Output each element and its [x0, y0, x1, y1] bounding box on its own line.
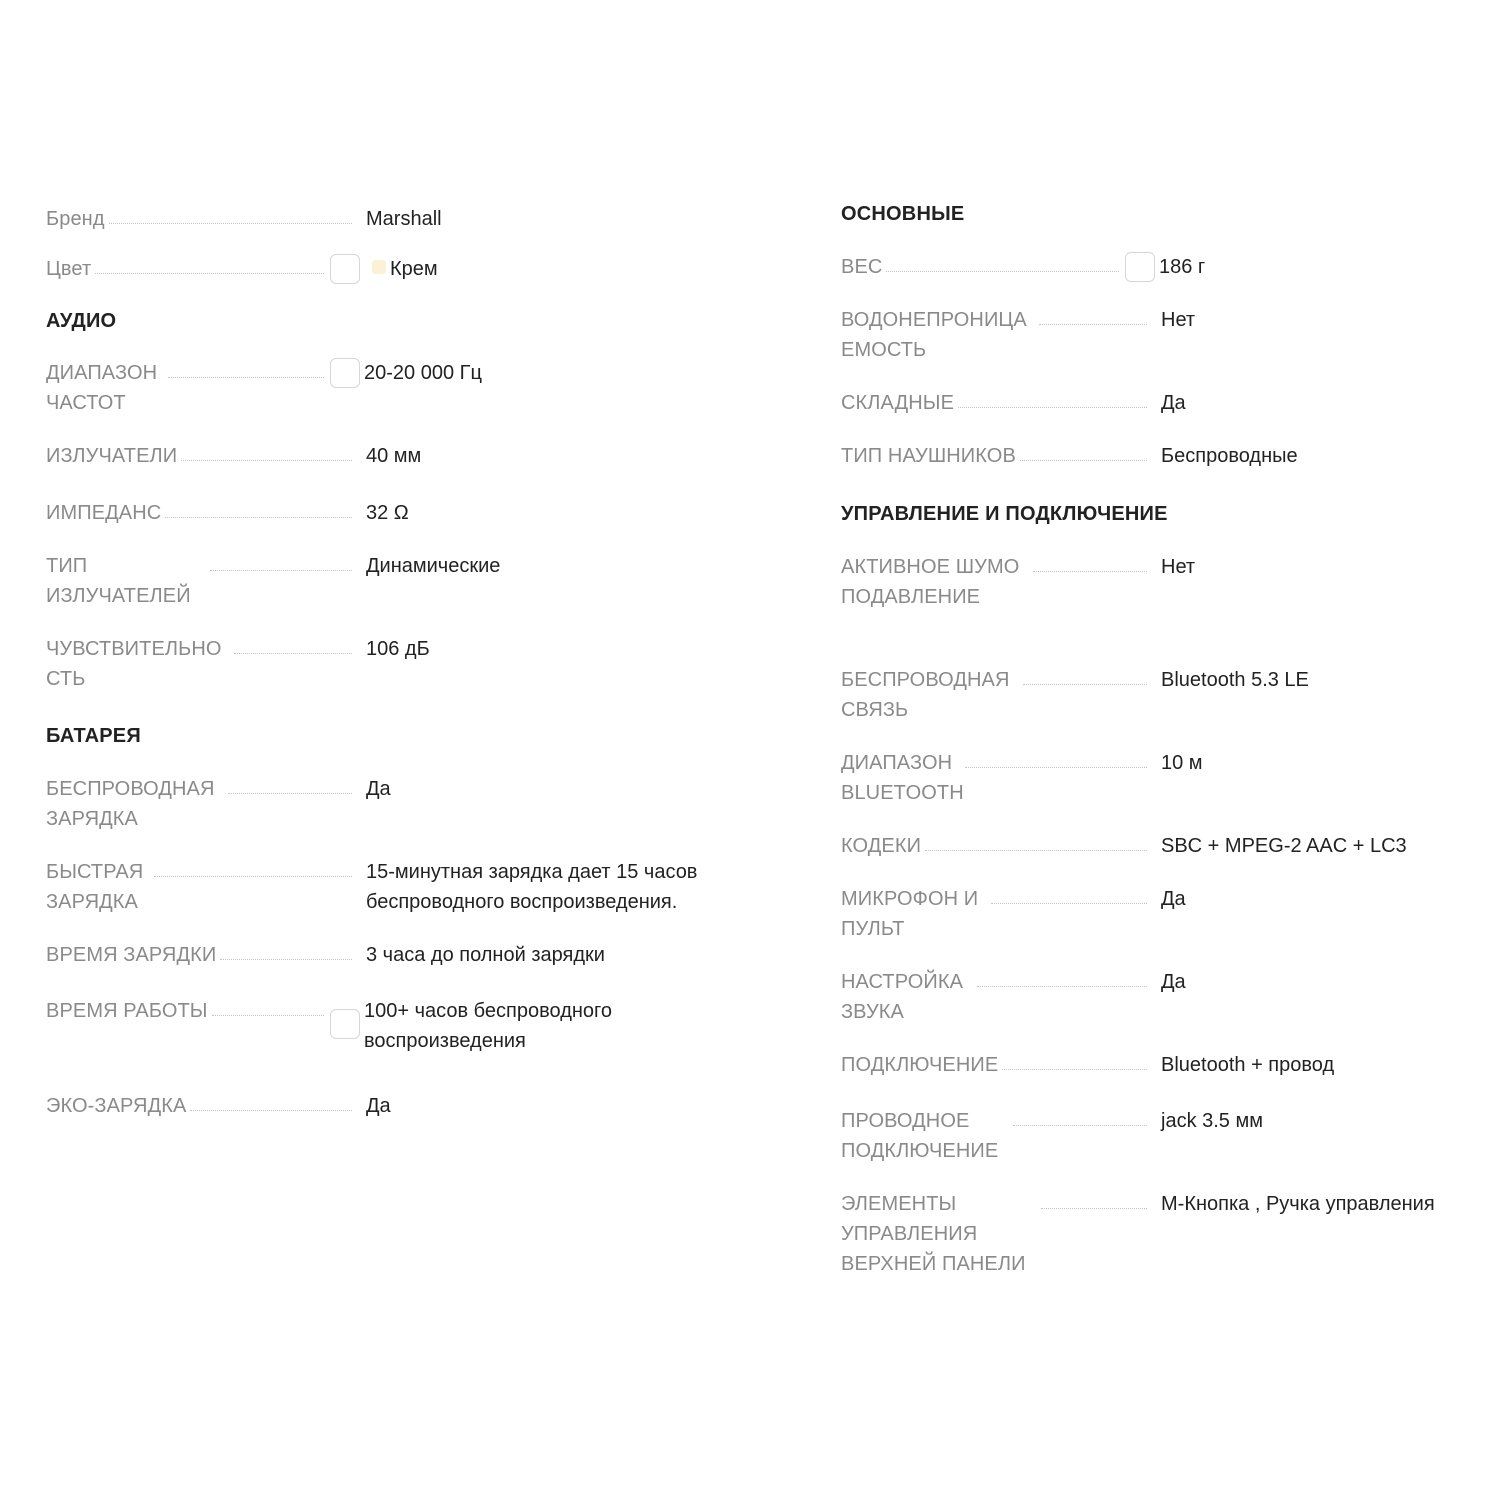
section-title-control: УПРАВЛЕНИЕ И ПОДКЛЮЧЕНИЕ — [841, 503, 1168, 525]
spec-label: ВОДОНЕПРОНИЦАЕМОСТЬ — [841, 309, 1027, 361]
spec-value: 3 часа до полной зарядки — [366, 944, 605, 966]
dotted-leader — [181, 441, 352, 461]
spec-value: Динамические — [366, 555, 501, 577]
spec-value: Marshall — [366, 208, 442, 230]
dotted-leader — [965, 748, 1147, 768]
spec-row-connection — [841, 1050, 1334, 1080]
spec-label: КОДЕКИ — [841, 835, 922, 857]
spec-value: Нет — [1161, 556, 1196, 578]
dotted-leader — [109, 204, 352, 224]
spec-label: БЫСТРАЯ ЗАРЯДКА — [46, 861, 144, 913]
spec-row-foldable — [841, 388, 1186, 418]
info-checkbox[interactable] — [330, 254, 360, 284]
spec-value: Bluetooth 5.3 LE — [1161, 669, 1309, 691]
dotted-leader — [154, 857, 352, 877]
spec-row-sound-tuning — [841, 967, 1186, 1027]
dotted-leader — [95, 254, 324, 274]
spec-label: ТИП НАУШНИКОВ — [841, 445, 1016, 467]
dotted-leader — [1013, 1106, 1147, 1126]
spec-value: SBC + MPEG-2 AAC + LC3 — [1161, 835, 1407, 857]
spec-value: jack 3.5 мм — [1161, 1110, 1263, 1132]
spec-row-frequency — [46, 358, 482, 418]
dotted-leader — [1023, 665, 1147, 685]
spec-value: Крем — [390, 258, 438, 280]
spec-row-wireless-link — [841, 665, 1309, 725]
dotted-leader — [991, 884, 1147, 904]
spec-row-eco-charging — [46, 1091, 391, 1121]
spec-row-waterproof — [841, 305, 1195, 365]
spec-value: Да — [366, 778, 391, 800]
spec-row-weight — [841, 252, 1205, 282]
spec-label: ПОДКЛЮЧЕНИЕ — [841, 1054, 999, 1076]
spec-value: Bluetooth + провод — [1161, 1054, 1335, 1076]
spec-label: ТИП ИЗЛУЧАТЕЛЕЙ — [46, 555, 191, 607]
color-swatch-icon — [372, 260, 386, 274]
spec-value: 32 Ω — [366, 502, 409, 524]
spec-label: НАСТРОЙКА ЗВУКА — [841, 971, 964, 1023]
dotted-leader — [977, 967, 1147, 987]
spec-label: ДИАПАЗОН ЧАСТОТ — [46, 362, 158, 414]
spec-label: ЭЛЕМЕНТЫ УПРАВЛЕНИЯ ВЕРХНЕЙ ПАНЕЛИ — [841, 1193, 1026, 1275]
spec-label: ЭКО-ЗАРЯДКА — [46, 1095, 187, 1117]
spec-label: СКЛАДНЫЕ — [841, 392, 955, 414]
spec-label: ВРЕМЯ РАБОТЫ — [46, 1000, 208, 1022]
section-title-battery: БАТАРЕЯ — [46, 725, 141, 747]
dotted-leader — [212, 996, 324, 1016]
spec-row-charging-time — [46, 940, 605, 970]
spec-label: БЕСПРОВОДНАЯ ЗАРЯДКА — [46, 778, 215, 830]
spec-label: БЕСПРОВОДНАЯ СВЯЗЬ — [841, 669, 1010, 721]
section-title-basic: ОСНОВНЫЕ — [841, 203, 965, 225]
spec-value: Да — [1161, 888, 1186, 910]
dotted-leader — [1039, 305, 1147, 325]
spec-label: ИМПЕДАНС — [46, 502, 162, 524]
dotted-leader — [958, 388, 1147, 408]
spec-row-mic-remote — [841, 884, 1186, 944]
spec-label: ЧУВСТВИТЕЛЬНОСТЬ — [46, 638, 222, 690]
spec-label: ПРОВОДНОЕ ПОДКЛЮЧЕНИЕ — [841, 1110, 999, 1162]
section-title-audio: АУДИО — [46, 310, 117, 332]
spec-label: Цвет — [46, 258, 92, 280]
spec-label: ДИАПАЗОН BLUETOOTH — [841, 752, 964, 804]
dotted-leader — [228, 774, 352, 794]
spec-row-fast-charging — [46, 857, 726, 917]
spec-row-color — [46, 254, 438, 284]
spec-row-headphone-type — [841, 441, 1298, 471]
spec-value: Да — [366, 1095, 391, 1117]
spec-label: ИЗЛУЧАТЕЛИ — [46, 445, 178, 467]
spec-row-codecs — [841, 831, 1407, 861]
spec-value: 106 дБ — [366, 638, 430, 660]
dotted-leader — [1020, 441, 1147, 461]
spec-row-wired-connection — [841, 1106, 1263, 1166]
spec-row-driver-type — [46, 551, 500, 611]
spec-value: 40 мм — [366, 445, 422, 467]
spec-value: 15-минутная зарядка дает 15 часов беспроводного воспроизведения. — [366, 861, 698, 913]
spec-value: Да — [1161, 392, 1186, 414]
dotted-leader — [1033, 552, 1147, 572]
dotted-leader — [190, 1091, 352, 1111]
dotted-leader — [886, 252, 1119, 272]
spec-row-impedance — [46, 498, 409, 528]
spec-label: МИКРОФОН И ПУЛЬТ — [841, 888, 979, 940]
spec-value: Да — [1161, 971, 1186, 993]
dotted-leader — [168, 358, 324, 378]
dotted-leader — [220, 940, 352, 960]
dotted-leader — [165, 498, 352, 518]
dotted-leader — [210, 551, 352, 571]
spec-row-runtime — [46, 996, 708, 1056]
spec-row-brand — [46, 204, 442, 234]
dotted-leader — [925, 831, 1147, 851]
dotted-leader — [234, 634, 352, 654]
spec-value: 10 м — [1161, 752, 1203, 774]
info-checkbox[interactable] — [330, 358, 360, 388]
info-checkbox[interactable] — [1125, 252, 1155, 282]
spec-label: АКТИВНОЕ ШУМОПОДАВЛЕНИЕ — [841, 556, 1020, 608]
dotted-leader — [1002, 1050, 1147, 1070]
spec-value: 186 г — [1159, 256, 1206, 278]
spec-value: 100+ часов беспроводного воспроизведения — [364, 1000, 613, 1052]
spec-value: 20-20 000 Гц — [364, 362, 482, 384]
spec-label: ВЕС — [841, 256, 883, 278]
spec-row-anc — [841, 552, 1195, 612]
spec-row-drivers — [46, 441, 421, 471]
spec-value: Нет — [1161, 309, 1196, 331]
dotted-leader — [1041, 1189, 1147, 1209]
spec-row-sensitivity — [46, 634, 430, 694]
spec-label: ВРЕМЯ ЗАРЯДКИ — [46, 944, 217, 966]
spec-row-top-panel-controls — [841, 1189, 1435, 1279]
info-checkbox[interactable] — [330, 1009, 360, 1039]
spec-value: Беспроводные — [1161, 445, 1298, 467]
spec-row-wireless-charging — [46, 774, 391, 834]
spec-label: Бренд — [46, 208, 105, 230]
spec-value: M-Кнопка , Ручка управления — [1161, 1193, 1435, 1215]
spec-row-bluetooth-range — [841, 748, 1203, 808]
